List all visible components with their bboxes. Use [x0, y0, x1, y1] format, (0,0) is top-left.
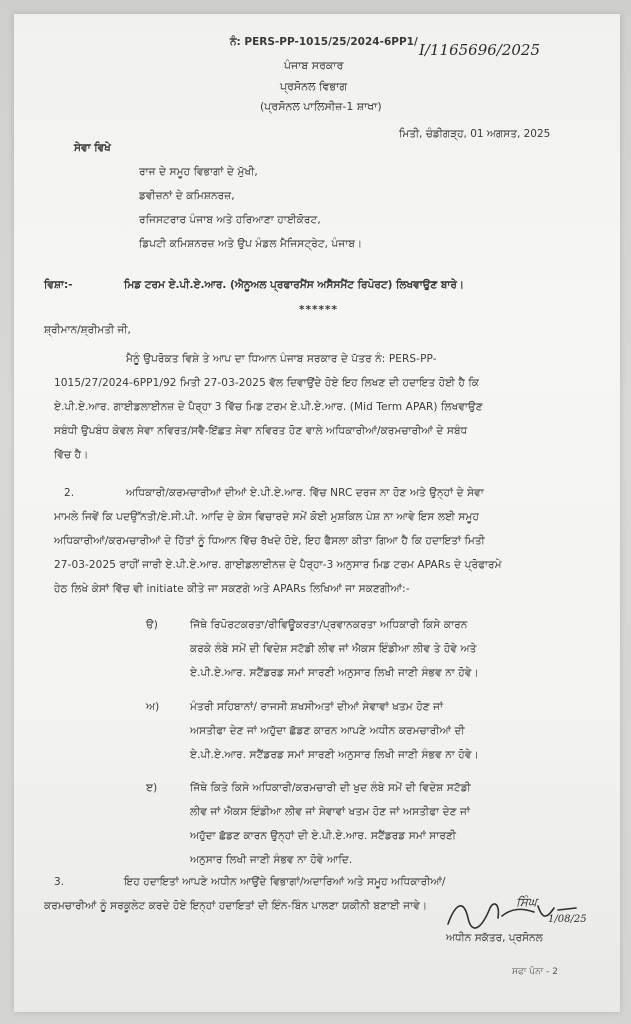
- branch-name: (ਪ੍ਰਸੋਨਲ ਪਾਲਿਸੀਜ਼-1 ਸ਼ਾਖਾ): [260, 100, 382, 113]
- signatory-designation: ਅਧੀਨ ਸਕੱਤਰ, ਪ੍ਰਸੋਨਲ: [446, 932, 543, 944]
- page-continuation-note: ਸਫਾ ਪੰਨਾ - 2: [512, 967, 559, 977]
- item-label: ੲ): [146, 782, 158, 794]
- subject-text: ਮਿਡ ਟਰਮ ਏ.ਪੀ.ਏ.ਆਰ. (ਐਨੂਅਲ ਪ੍ਰਫਾਰਮੈਂਸ ਅਸੈੱਸਮੈਂਟ ਰਿਪੋਰਟ) ਲਿਖਵਾਉਣ ਬਾਰੇ।: [124, 279, 464, 291]
- letter-page: [14, 14, 620, 1012]
- item-line: ਜਿੱਥੇ ਕਿਤੇ ਕਿਸੇ ਅਧਿਕਾਰੀ/ਕਰਮਚਾਰੀ ਦੀ ਖੁਦ ਲੰਬੇ ਸਮੇਂ ਦੀ ਵਿਦੇਸ਼ ਸਟੱਡੀ: [190, 782, 471, 794]
- para3-line: ਕਰਮਚਾਰੀਆਂ ਨੂੰ ਸਰਕੂਲੇਟ ਕਰਦੇ ਹੋਏ ਇਨ੍ਹਾਂ ਹਦਾਇਤਾਂ ਦੀ ਇੰਨ-ਬਿੰਨ ਪਾਲਣਾ ਯਕੀਨੀ ਬਣਾਈ ਜਾਵੇ।: [44, 900, 428, 912]
- addressee-line: ਰਾਜ ਦੇ ਸਮੂਹ ਵਿਭਾਗਾਂ ਦੇ ਮੁੱਖੀ,: [139, 166, 258, 178]
- item-line: ਅਨੁਸਾਰ ਲਿਖੀ ਜਾਣੀ ਸੰਭਵ ਨਾ ਹੋਵੇ ਆਦਿ.: [190, 854, 353, 866]
- item-line: ਮੰਤਰੀ ਸਹਿਬਾਨਾਂ/ ਰਾਜਸੀ ਸ਼ਖਸੀਅਤਾਂ ਦੀਆਂ ਸੇਵਾਵਾਂ ਖਤਮ ਹੋਣ ਜਾਂ: [190, 701, 444, 713]
- para1-line: ਸਬੰਧੀ ਉਪਬੰਧ ਕੇਵਲ ਸੇਵਾ ਨਵਿਰਤ/ਸਵੈ-ਇੱਛਤ ਸੇਵਾ ਨਵਿਰਤ ਹੋਣ ਵਾਲੇ ਅਧਿਕਾਰੀਆਂ/ਕਰਮਚਾਰੀਆਂ ਦੇ ਸਬੰਧ: [54, 425, 468, 437]
- item-line: ਕਰਕੇ ਲੰਬੇ ਸਮੇਂ ਦੀ ਵਿਦੇਸ਼ ਸਟੱਡੀ ਲੀਵ ਜਾਂ ਐਕਸ ਇੰਡੀਆ ਲੀਵ ਤੇ ਹੋਵੇ ਅਤੇ: [190, 643, 477, 655]
- signature-date: 1/08/25: [548, 914, 587, 925]
- para3-line: ਇਹ ਹਦਾਇਤਾਂ ਆਪਣੇ ਅਧੀਨ ਆਉਂਦੇ ਵਿਭਾਗਾਂ/ਅਦਾਰਿਆਂ ਅਤੇ ਸਮੂਹ ਅਧਿਕਾਰੀਆਂ/: [124, 876, 446, 888]
- subject-label: ਵਿਸ਼ਾ:-: [44, 279, 73, 291]
- department-name: ਪ੍ਰਸੋਨਲ ਵਿਭਾਗ: [280, 80, 348, 93]
- letter-date: ਮਿਤੀ, ਚੰਡੀਗੜ੍ਹ, 01 ਅਗਸਤ, 2025: [399, 128, 551, 140]
- para2-line: ਹੇਠ ਲਿਖੇ ਕੇਸਾਂ ਵਿੱਚ ਵੀ initiate ਕੀਤੇ ਜਾ ਸਕਣਗੇ ਅਤੇ APARs ਲਿਖਿਆਂ ਜਾ ਸਕਣਗੀਆਂ:-: [54, 583, 410, 595]
- item-line: ਏ.ਪੀ.ਏ.ਆਰ. ਸਟੈਂਡਰਡ ਸਮਾਂ ਸਾਰਣੀ ਅਨੁਸਾਰ ਲਿਖੀ ਜਾਣੀ ਸੰਭਵ ਨਾ ਹੋਵੇ।: [190, 667, 479, 679]
- reference-handwritten: I/1165696/2025: [419, 41, 541, 59]
- government-name: ਪੰਜਾਬ ਸਰਕਾਰ: [284, 59, 344, 72]
- para2-line: ਮਾਮਲੇ ਜਿਵੇਂ ਕਿ ਪਦਉੱਨਤੀ/ਏ.ਸੀ.ਪੀ. ਆਦਿ ਦੇ ਕੇਸ ਵਿਚਾਰਦੇ ਸਮੇਂ ਕੋਈ ਮੁਸ਼ਕਿਲ ਪੇਸ਼ ਨਾ ਆਵੇ ਇਸ ਲਈ ਸਮੂਹ: [54, 511, 480, 523]
- item-label: ਅ): [146, 701, 160, 713]
- salutation: ਸ਼੍ਰੀਮਾਨ/ਸ਼੍ਰੀਮਤੀ ਜੀ,: [44, 324, 131, 336]
- addressee-line: ਡਿਪਟੀ ਕਮਿਸ਼ਨਰਜ਼ ਅਤੇ ਉਪ ਮੰਡਲ ਮੈਜਿਸਟ੍ਰੇਟ, ਪੰਜਾਬ।: [139, 238, 363, 250]
- addressee-label: ਸੇਵਾ ਵਿਖੇ: [74, 142, 111, 154]
- para1-line: 1015/27/2024-6PP1/92 ਮਿਤੀ 27-03-2025 ਵੱਲ ਦਿਵਾਉਂਦੇ ਹੋਏ ਇਹ ਲਿਖਣ ਦੀ ਹਦਾਇਤ ਹੋਈ ਹੈ ਕਿ: [54, 377, 480, 389]
- addressee-line: ਡਵੀਜ਼ਨਾਂ ਦੇ ਕਮਿਸ਼ਨਰਜ਼,: [139, 190, 235, 202]
- addressee-line: ਰਜਿਸਟਰਾਰ ਪੰਜਾਬ ਅਤੇ ਹਰਿਆਣਾ ਹਾਈਕੋਰਟ,: [139, 214, 321, 226]
- para2-number: 2.: [64, 487, 75, 499]
- para2-line: ਅਧਿਕਾਰੀਆਂ/ਕਰਮਚਾਰੀਆਂ ਦੇ ਹਿੱਤਾਂ ਨੂੰ ਧਿਆਨ ਵਿੱਚ ਰੱਖਦੇ ਹੋਏ, ਇਹ ਫੈਸਲਾ ਕੀਤਾ ਗਿਆ ਹੈ ਕਿ ਹਦਾਇਤਾਂ ਮਿਤੀ: [54, 535, 485, 547]
- item-line: ਅਹੁੱਦਾ ਛੱਡਣ ਕਾਰਨ ਉਨ੍ਹਾਂ ਦੀ ਏ.ਪੀ.ਏ.ਆਰ. ਸਟੈਂਡਰਡ ਸਮਾਂ ਸਾਰਣੀ: [190, 830, 457, 842]
- item-line: ਲੀਵ ਜਾਂ ਐਕਸ ਇੰਡੀਆ ਲੀਵ ਜਾਂ ਸੇਵਾਵਾਂ ਖਤਮ ਹੋਣ ਜਾਂ ਅਸਤੀਫਾ ਦੇਣ ਜਾਂ: [190, 806, 470, 818]
- item-line: ਅਸਤੀਫਾ ਦੇਣ ਜਾਂ ਅਹੁੱਦਾ ਛੱਡਣ ਕਾਰਨ ਆਪਣੇ ਅਧੀਨ ਕਰਮਚਾਰੀਆਂ ਦੀ: [190, 725, 465, 737]
- reference-number: ਨੰ: PERS-PP-1015/25/2024-6PP1/: [230, 36, 418, 48]
- signature-handwritten: ਸਿੰਘ: [516, 895, 537, 909]
- para3-number: 3.: [54, 876, 65, 888]
- item-line: ਏ.ਪੀ.ਏ.ਆਰ. ਸਟੈਂਡਰਡ ਸਮਾਂ ਸਾਰਣੀ ਅਨੁਸਾਰ ਲਿਖੀ ਜਾਣੀ ਸੰਭਵ ਨਾ ਹੋਵੇ।: [190, 749, 479, 761]
- subject-separator: ******: [299, 304, 338, 316]
- para1-line: ਮੈਨੂੰ ਉਪਰੋਕਤ ਵਿਸ਼ੇ ਤੇ ਆਪ ਦਾ ਧਿਆਨ ਪੰਜਾਬ ਸਰਕਾਰ ਦੇ ਪੱਤਰ ਨੰ: PERS-PP-: [126, 353, 437, 365]
- para1-line: ਏ.ਪੀ.ਏ.ਆਰ. ਗਾਈਡਲਾਈਨਜ਼ ਦੇ ਪੈਰ੍ਹਾ 3 ਵਿੱਚ ਮਿਡ ਟਰਮ ਏ.ਪੀ.ਏ.ਆਰ. (Mid Term APAR) ਲਿਖਵਾਉਣ: [54, 401, 483, 413]
- para1-line: ਵਿੱਚ ਹੈ।: [54, 449, 89, 461]
- para2-line: 27-03-2025 ਰਾਹੀਂ ਜਾਰੀ ਏ.ਪੀ.ਏ.ਆਰ. ਗਾਈਡਲਾਈਨਜ਼ ਦੇ ਪੈਰ੍ਹਾ-3 ਅਨੁਸਾਰ ਮਿਡ ਟਰਮ APARs ਦੇ ਪ੍ਰੋਫਾਰਮੇ: [54, 559, 502, 571]
- para2-line: ਅਧਿਕਾਰੀ/ਕਰਮਚਾਰੀਆਂ ਦੀਆਂ ਏ.ਪੀ.ਏ.ਆਰ. ਵਿੱਚ NRC ਦਰਜ ਨਾ ਹੋਣ ਅਤੇ ਉਨ੍ਹਾਂ ਦੇ ਸੇਵਾ: [126, 487, 484, 499]
- item-label: ੳ): [146, 619, 158, 631]
- item-line: ਜਿੱਥੇ ਰਿਪੋਰਟਕਰਤਾ/ਰੀਵਿਊਕਰਤਾ/ਪ੍ਰਵਾਨਕਰਤਾ ਅਧਿਕਾਰੀ ਕਿਸੇ ਕਾਰਨ: [190, 619, 468, 631]
